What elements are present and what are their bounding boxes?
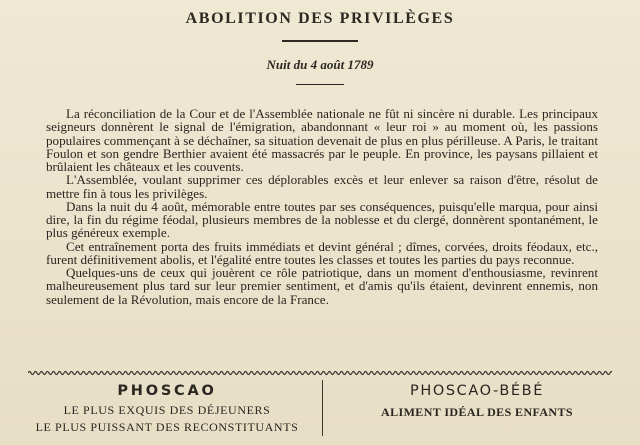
page-subtitle: Nuit du 4 août 1789 xyxy=(266,57,374,72)
slogan-bebe: ALIMENT IDÉAL DES ENFANTS xyxy=(381,405,573,419)
wavy-divider xyxy=(28,369,612,377)
paragraph: L'Assemblée, voulant supprimer ces déplorables excès et leur enlever sa raison d'être, résolut de mettre fin à tous les privilèges. xyxy=(46,172,598,201)
title-rule xyxy=(282,40,358,42)
footer-right-panel xyxy=(324,378,630,438)
footer-divider xyxy=(322,380,323,436)
paragraph: La réconciliation de la Cour et de l'Assemblée nationale ne fût ni sincère ni durable. Les principaux seigneurs donnèrent le signal de l'émigration, abandonnant « leur roi » au moment où, les passions populaires commençant à se déchaîner, sa situation devenait de plus en plus périlleuse. A Paris, le traitant Foulon et son gendre Berthier avaient été massacrés par le peuple. En province, les paysans pillaient et brûlaient les châteaux et les couvents. xyxy=(46,106,598,174)
paragraph: Dans la nuit du 4 août, mémorable entre toutes par ses conséquences, puisqu'elle marqua, pour ainsi dire, la fin du régime féodal, plusieurs membres de la noblesse et du clergé, donnèrent spontanément, le plus généreux exemple. xyxy=(46,198,598,241)
paragraph: Cet entraînement porta des fruits immédiats et devint général ; dîmes, corvées, droits féodaux, etc., furent définitivement abolis, et l'égalité entre toutes les classes et toutes les parties du pays reconnue. xyxy=(46,238,598,267)
slogan-line-1: LE PLUS EXQUIS DES DÉJEUNERS xyxy=(63,403,271,417)
paragraph: Quelques-uns de ceux qui jouèrent ce rôle patriotique, dans un moment d'enthousiasme, revinrent malheureusement plus tard sur leur premier sentiment, et d'amis qu'ils étaient, devinrent ennemis, non seulement de la Révolution, mais encore de la France. xyxy=(46,265,598,307)
body-text xyxy=(46,107,598,306)
brand-phoscao: PHOSCAO xyxy=(117,383,217,399)
brand-phoscao-bebe: PHOSCAO-BÉBÉ xyxy=(409,383,544,399)
subtitle-rule xyxy=(296,84,344,85)
slogan-line-2: LE PLUS PUISSANT DES RECONSTITUANTS xyxy=(35,420,299,434)
footer-left-panel xyxy=(12,378,322,438)
page-title: ABOLITION DES PRIVILÈGES xyxy=(185,10,455,27)
